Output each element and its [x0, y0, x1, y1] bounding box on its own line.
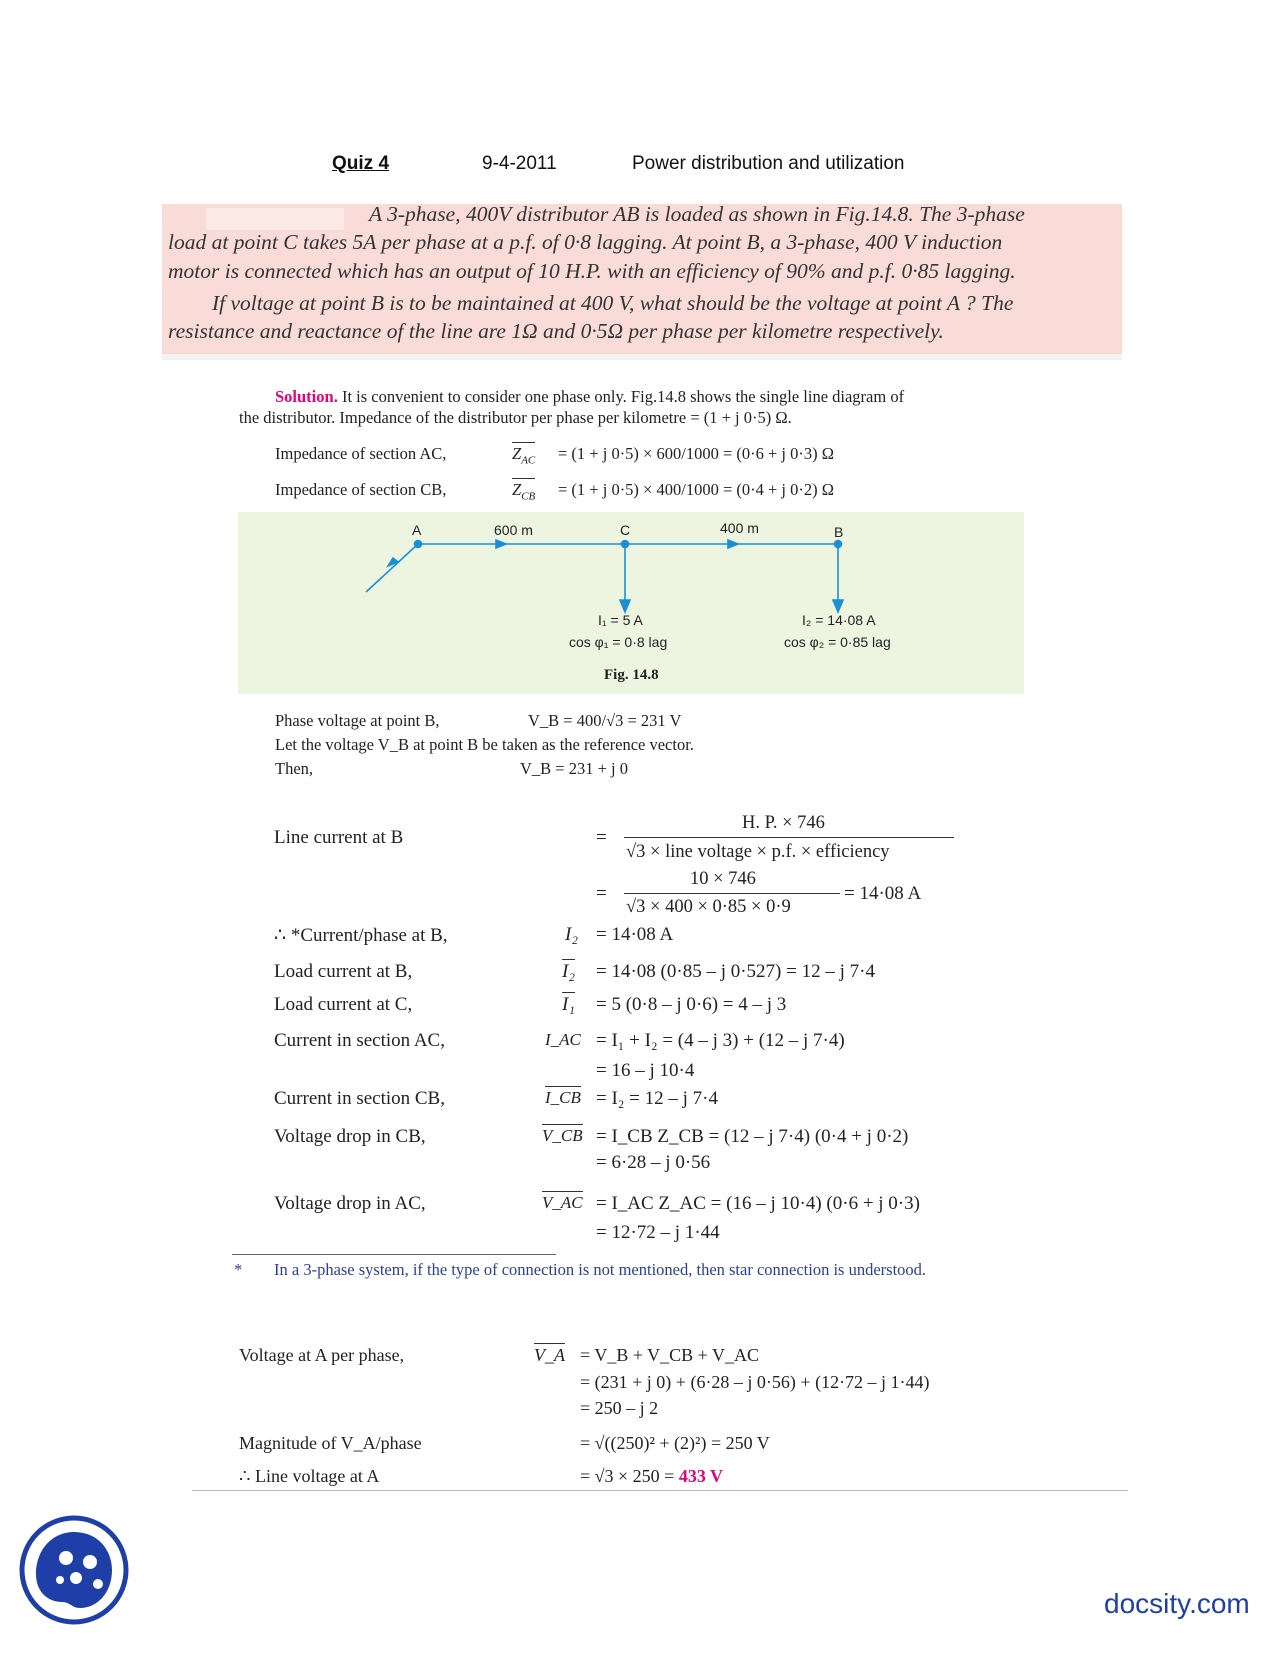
- current-cb-expr: = I₂ = 12 – j 7·4: [596, 1088, 718, 1109]
- current-ac-expr: = I₁ + I₂ = (4 – j 3) + (12 – j 7·4): [596, 1030, 845, 1051]
- voltage-drop-cb-expr: = I_CB Z_CB = (12 – j 7·4) (0·4 + j 0·2): [596, 1126, 909, 1147]
- fraction1-numerator: H. P. × 746: [742, 813, 825, 833]
- then-label: Then,: [275, 759, 314, 778]
- label-b: B: [834, 524, 844, 540]
- zac-label: Impedance of section AC,: [275, 444, 447, 463]
- voltage-drop-ac-symbol: V_AC: [542, 1193, 583, 1212]
- magnitude-expr: = √((250)² + (2)²) = 250 V: [580, 1433, 770, 1453]
- footnote-rule: [232, 1254, 556, 1255]
- problem-statement: [162, 204, 1122, 354]
- zcb-label: Impedance of section CB,: [275, 480, 447, 499]
- cb-direction-arrow: [728, 540, 738, 548]
- zac-expression: = (1 + j 0·5) × 600/1000 = (0·6 + j 0·3) Ω: [558, 444, 835, 463]
- quiz-date: 9-4-2011: [482, 153, 557, 174]
- voltage-drop-ac-expr-2: = 12·72 – j 1·44: [596, 1222, 720, 1243]
- current-ac-expr-2: = 16 – j 10·4: [596, 1060, 695, 1081]
- label-i2: I₂ = 14·08 A: [802, 612, 876, 628]
- reference-vector-line: Let the voltage V_B at point B be taken as the reference vector.: [275, 735, 694, 754]
- current-cb-label: Current in section CB,: [274, 1088, 445, 1109]
- current-ac-label: Current in section AC,: [274, 1030, 445, 1051]
- fraction2-denominator: √3 × 400 × 0·85 × 0·9: [626, 897, 791, 917]
- voltage-a-expr: = V_B + V_CB + V_AC: [580, 1345, 759, 1365]
- load-current-c-expr: = 5 (0·8 – j 0·6) = 4 – j 3: [596, 994, 787, 1015]
- docsity-link[interactable]: docsity.com: [1104, 1588, 1250, 1619]
- label-600m: 600 m: [494, 522, 533, 538]
- fraction2-numerator: 10 × 746: [690, 869, 756, 889]
- voltage-drop-ac-label: Voltage drop in AC,: [274, 1193, 426, 1214]
- voltage-a-label: Voltage at A per phase,: [239, 1345, 405, 1365]
- footnote-text: In a 3-phase system, if the type of connection is not mentioned, then star connection is understood.: [274, 1260, 927, 1279]
- problem-line-1: A 3-phase, 400V distributor AB is loaded as shown in Fig.14.8. The 3-phase: [369, 202, 1025, 226]
- voltage-a-expr-2: = (231 + j 0) + (6·28 – j 0·56) + (12·72 – j 1·44): [580, 1372, 930, 1392]
- label-cos2: cos φ₂ = 0·85 lag: [784, 634, 891, 650]
- label-400m: 400 m: [720, 520, 759, 536]
- load-current-c-symbol: I₁: [562, 994, 575, 1015]
- supply-feeder-line: [366, 544, 418, 592]
- ac-direction-arrow: [496, 540, 506, 548]
- problem-line-5: resistance and reactance of the line are 1Ω and 0·5Ω per phase per kilometre respectively.: [168, 319, 944, 343]
- load-current-c-label: Load current at C,: [274, 994, 413, 1015]
- label-i1: I₁ = 5 A: [598, 612, 643, 628]
- line-current-label: Line current at B: [274, 827, 404, 848]
- current-ac-symbol: I_AC: [545, 1030, 581, 1049]
- footnote-star: *: [234, 1260, 243, 1279]
- course-subject: Power distribution and utilization: [632, 153, 905, 174]
- fraction1-denominator: √3 × line voltage × p.f. × efficiency: [626, 842, 890, 862]
- current-phase-expr: = 14·08 A: [596, 924, 674, 945]
- problem-line-3: motor is connected which has an output of 10 H.P. with an efficiency of 90% and p.f. 0·85 lagging.: [168, 259, 1016, 283]
- fraction1-bar: [624, 837, 954, 838]
- final-answer: 433 V: [678, 1466, 724, 1486]
- zac-symbol: $Z_{AC}$: [512, 444, 536, 467]
- docsity-logo[interactable]: [18, 1512, 130, 1628]
- load-c-arrow: [620, 600, 630, 612]
- line-current-result: = 14·08 A: [844, 883, 922, 904]
- load-current-b-label: Load current at B,: [274, 961, 413, 982]
- phase-voltage-label: Phase voltage at point B,: [275, 711, 440, 730]
- current-cb-symbol: I_CB: [545, 1088, 581, 1107]
- load-b-arrow: [833, 600, 843, 612]
- fraction2-bar: [624, 893, 840, 894]
- problem-line-4: If voltage at point B is to be maintained at 400 V, what should be the voltage at point A ? The: [212, 291, 1014, 315]
- current-phase-symbol: I₂: [565, 924, 578, 945]
- voltage-drop-cb-label: Voltage drop in CB,: [274, 1126, 426, 1147]
- current-phase-label: ∴ *Current/phase at B,: [274, 925, 448, 946]
- zcb-expression: = (1 + j 0·5) × 400/1000 = (0·4 + j 0·2) Ω: [558, 480, 835, 499]
- line-voltage-label: ∴ Line voltage at A: [239, 1466, 380, 1486]
- solution-line-2: the distributor. Impedance of the distributor per phase per kilometre = (1 + j 0·5) Ω.: [239, 408, 792, 427]
- figure-14-8: [238, 512, 1024, 694]
- load-current-b-symbol: I₂: [562, 961, 575, 982]
- figure-caption: Fig. 14.8: [604, 667, 659, 683]
- voltage-drop-cb-symbol: V_CB: [542, 1126, 583, 1145]
- voltage-a-expr-3: = 250 – j 2: [580, 1398, 659, 1418]
- voltage-drop-ac-expr: = I_AC Z_AC = (16 – j 10·4) (0·6 + j 0·3): [596, 1193, 920, 1214]
- problem-line-2: load at point C takes 5A per phase at a p.f. of 0·8 lagging. At point B, a 3-phase, 400 V induction: [168, 230, 1003, 254]
- voltage-a-symbol: V_A: [534, 1345, 565, 1365]
- node-a: [415, 541, 422, 548]
- magnitude-label: Magnitude of V_A/phase: [239, 1433, 422, 1453]
- load-current-b-expr: = 14·08 (0·85 – j 0·527) = 12 – j 7·4: [596, 961, 875, 982]
- solution-label: Solution.: [275, 387, 338, 406]
- label-a: A: [412, 522, 422, 538]
- label-c: C: [620, 522, 631, 538]
- phase-voltage-expr: V_B = 400/√3 = 231 V: [528, 711, 682, 730]
- zcb-symbol: $Z_{CB}$: [512, 480, 536, 503]
- then-expr: V_B = 231 + j 0: [520, 759, 628, 778]
- line-voltage-expr: = √3 × 250 = 433 V: [580, 1466, 724, 1486]
- label-cos1: cos φ₁ = 0·8 lag: [569, 634, 668, 650]
- solution-line-1: Solution. It is convenient to consider one phase only. Fig.14.8 shows the single line diagram of: [275, 387, 905, 406]
- quiz-title: Quiz 4: [332, 153, 390, 174]
- voltage-drop-cb-expr-2: = 6·28 – j 0·56: [596, 1152, 711, 1173]
